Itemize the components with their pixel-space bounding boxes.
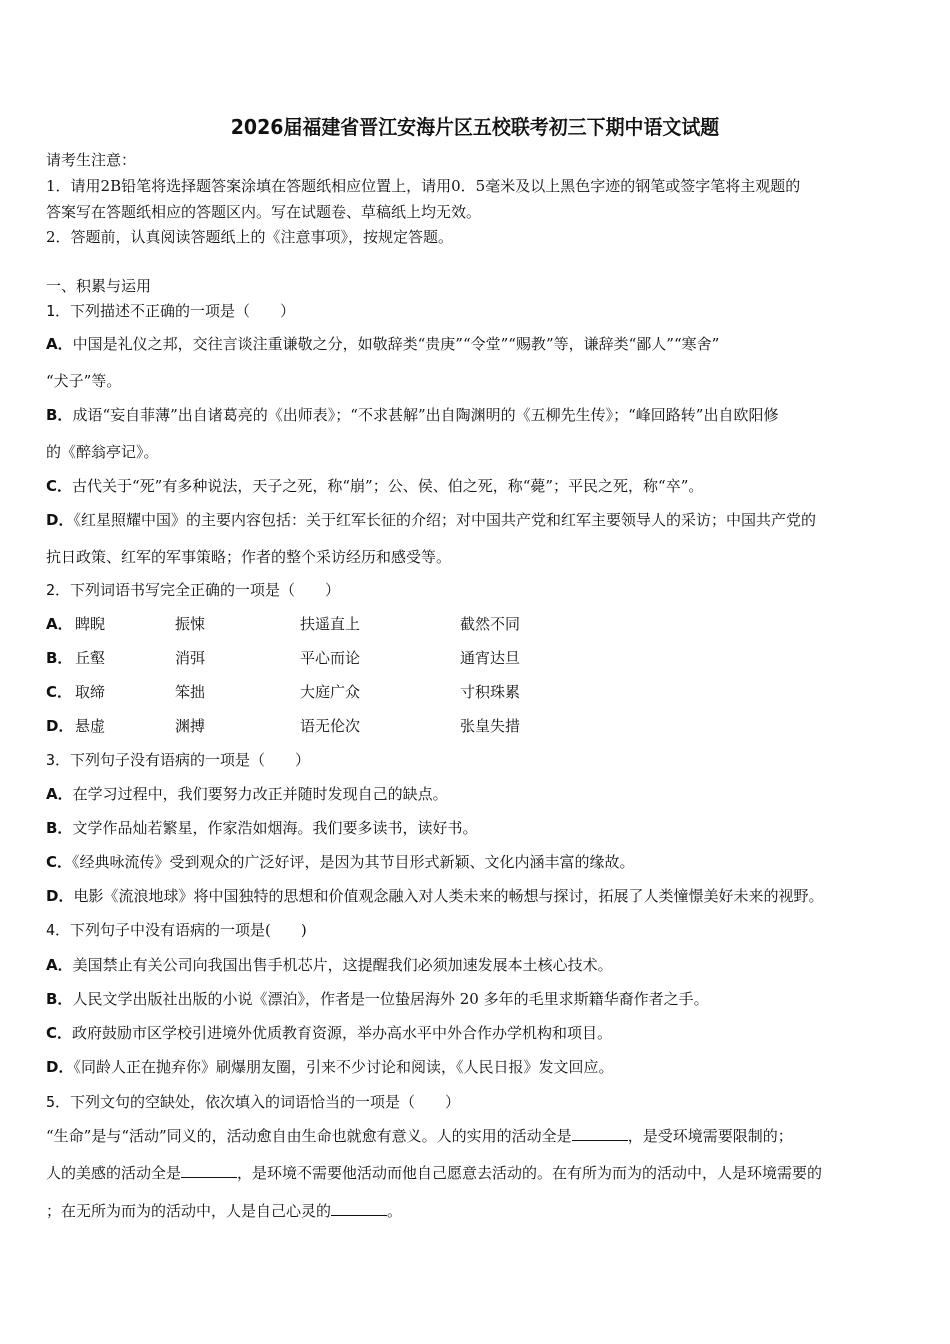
q1-option-d bbox=[46, 510, 816, 530]
question-2-stem bbox=[46, 580, 340, 600]
option-word: 消弭 bbox=[175, 649, 206, 667]
question-text: 下列词语书写完全正确的一项是（ ） bbox=[70, 581, 341, 599]
option-text: 古代关于“死”有多种说法，天子之死，称“崩”；公、侯、伯之死，称“薨”；平民之死，称“卒”。 bbox=[72, 477, 704, 495]
fill-blank bbox=[572, 1126, 628, 1141]
question-text: 下列文句的空缺处，依次填入的词语恰当的一项是（ ） bbox=[70, 1093, 461, 1111]
option-word: 振悚 bbox=[175, 615, 206, 633]
passage-text: ，是受环境需要限制的； bbox=[627, 1127, 793, 1145]
question-1-stem bbox=[46, 301, 295, 321]
q5-passage-line-2 bbox=[46, 1163, 822, 1183]
option-label: D． bbox=[46, 1058, 74, 1076]
option-label: D． bbox=[46, 887, 74, 905]
question-number: 2． bbox=[46, 581, 71, 599]
option-label: A． bbox=[46, 335, 73, 353]
option-label: D． bbox=[46, 511, 74, 529]
option-word: 悬虚 bbox=[75, 717, 106, 735]
q3-option-d bbox=[46, 886, 823, 906]
option-text: 《同龄人正在抛弃你》刷爆朋友圈，引来不少讨论和阅读，《人民日报》发文回应。 bbox=[73, 1058, 614, 1076]
question-4-stem bbox=[46, 920, 307, 940]
notice-heading: 请考生注意： bbox=[46, 151, 137, 169]
question-text: 下列描述不正确的一项是（ ） bbox=[70, 302, 296, 320]
option-word: 通宵达旦 bbox=[460, 649, 521, 667]
option-label: D． bbox=[46, 717, 74, 735]
option-word: 笨拙 bbox=[175, 683, 206, 701]
section-heading: 一、积累与运用 bbox=[46, 277, 152, 295]
option-word: 渊搏 bbox=[175, 717, 206, 735]
option-text: 在学习过程中，我们要努力改正并随时发现自己的缺点。 bbox=[72, 785, 448, 803]
question-text: 下列句子中没有语病的一项是( ) bbox=[70, 921, 307, 939]
option-word: 语无伦次 bbox=[300, 717, 361, 735]
q5-passage-line-1 bbox=[46, 1126, 793, 1146]
q1-option-a-cont: “犬子”等。 bbox=[46, 372, 122, 390]
question-3-stem bbox=[46, 750, 310, 770]
option-word: 平心而论 bbox=[300, 649, 361, 667]
option-word: 张皇失措 bbox=[460, 717, 521, 735]
option-label: A． bbox=[46, 956, 73, 974]
q4-option-a bbox=[46, 955, 613, 975]
q3-option-a bbox=[46, 784, 448, 804]
option-word: 扶遥直上 bbox=[300, 615, 361, 633]
option-label: B． bbox=[46, 406, 73, 424]
question-text: 下列句子没有语病的一项是（ ） bbox=[70, 751, 311, 769]
question-5-stem bbox=[46, 1092, 460, 1112]
option-label: A． bbox=[46, 615, 73, 633]
option-word: 大庭广众 bbox=[300, 683, 361, 701]
passage-text: ，是环境不需要他活动而他自己愿意去活动的。在有所为而为的活动中，人是环境需要的 bbox=[237, 1164, 823, 1182]
passage-text: 人的美感的活动全是 bbox=[46, 1164, 182, 1182]
question-number: 4． bbox=[46, 921, 71, 939]
q3-option-b bbox=[46, 818, 477, 838]
option-label: B． bbox=[46, 990, 73, 1008]
q4-option-d bbox=[46, 1057, 613, 1077]
passage-text: “生命”是与“活动”同义的，活动愈自由生命也就愈有意义。人的实用的活动全是 bbox=[46, 1127, 572, 1145]
option-label: C． bbox=[46, 1024, 73, 1042]
option-text: 美国禁止有关公司向我国出售手机芯片，这提醒我们必须加速发展本土核心技术。 bbox=[72, 956, 613, 974]
q3-option-c bbox=[46, 852, 635, 872]
option-word: 取缔 bbox=[75, 683, 106, 701]
option-label: B． bbox=[46, 649, 73, 667]
q4-option-c bbox=[46, 1023, 612, 1043]
option-text: 人民文学出版社出版的小说《漂泊》，作者是一位蛰居海外 20 多年的毛里求斯籍华裔作者之手。 bbox=[72, 990, 709, 1008]
q5-passage-line-3 bbox=[46, 1201, 402, 1221]
question-number: 1． bbox=[46, 302, 71, 320]
option-label: C． bbox=[46, 683, 73, 701]
passage-text: 。 bbox=[387, 1202, 403, 1220]
option-text: 成语“妄自菲薄”出自诸葛亮的《出师表》；“不求甚解”出自陶渊明的《五柳先生传》；“峰回路转”出自欧阳修 bbox=[72, 406, 779, 424]
notice-item-1-cont: 答案写在答题纸相应的答题区内。写在试题卷、草稿纸上均无效。 bbox=[46, 203, 482, 221]
option-label: A． bbox=[46, 785, 73, 803]
option-word: 截然不同 bbox=[460, 615, 521, 633]
option-text: 文学作品灿若繁星，作家浩如烟海。我们要多读书，读好书。 bbox=[72, 819, 478, 837]
q1-option-b-cont: 的《醉翁亭记》。 bbox=[46, 443, 159, 461]
q1-option-c bbox=[46, 476, 703, 496]
option-text: 《经典咏流传》受到观众的广泛好评，是因为其节目形式新颖、文化内涵丰富的缘故。 bbox=[72, 853, 635, 871]
option-label: B． bbox=[46, 819, 73, 837]
q1-option-a bbox=[46, 334, 719, 354]
q1-option-d-cont: 抗日政策、红军的军事策略；作者的整个采访经历和感受等。 bbox=[46, 548, 452, 566]
question-number: 3． bbox=[46, 751, 71, 769]
question-number: 5． bbox=[46, 1093, 71, 1111]
notice-item-1: 1．请用2B铅笔将选择题答案涂填在答题纸相应位置上，请用0．5毫米及以上黑色字迹的钢笔或签字笔将主观题的 bbox=[46, 177, 801, 195]
fill-blank bbox=[181, 1163, 237, 1178]
passage-text: ；在无所为而为的活动中，人是自己心灵的 bbox=[46, 1202, 332, 1220]
option-word: 寸积珠累 bbox=[460, 683, 521, 701]
option-word: 丘壑 bbox=[75, 649, 106, 667]
option-text: 《红星照耀中国》的主要内容包括：关于红军长征的介绍；对中国共产党和红军主要领导人的采访；中国共产党的 bbox=[73, 511, 816, 529]
option-label: C． bbox=[46, 853, 73, 871]
page-title: 2026届福建省晋江安海片区五校联考初三下期中语文试题 bbox=[230, 115, 720, 139]
option-label: C． bbox=[46, 477, 73, 495]
option-text: 中国是礼仪之邦，交往言谈注重谦敬之分，如敬辞类“贵庚”“令堂”“赐教”等，谦辞类“鄙人”“寒舍” bbox=[72, 335, 720, 353]
q4-option-b bbox=[46, 989, 709, 1009]
notice-item-2: 2．答题前，认真阅读答题纸上的《注意事项》，按规定答题。 bbox=[46, 228, 454, 246]
q1-option-b bbox=[46, 405, 778, 425]
fill-blank bbox=[331, 1201, 387, 1216]
option-text: 电影《流浪地球》将中国独特的思想和价值观念融入对人类未来的畅想与探讨，拓展了人类憧憬美好未来的视野。 bbox=[73, 887, 824, 905]
option-text: 政府鼓励市区学校引进境外优质教育资源，举办高水平中外合作办学机构和项目。 bbox=[72, 1024, 613, 1042]
option-word: 睥睨 bbox=[75, 615, 106, 633]
